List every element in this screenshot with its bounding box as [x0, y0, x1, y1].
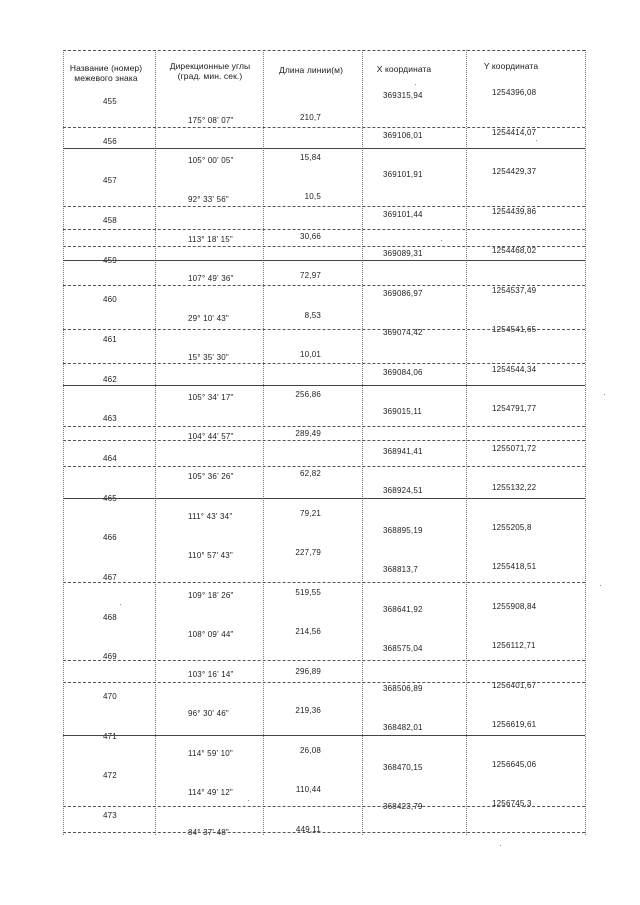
point-y: 1254468,02	[492, 246, 537, 255]
table-rule	[63, 329, 585, 330]
point-name: 462	[103, 375, 117, 384]
point-y: 1254541,65	[492, 325, 537, 334]
point-name: 458	[103, 216, 117, 225]
point-y: 1254439,86	[492, 207, 537, 216]
point-y: 1256619,61	[492, 720, 537, 729]
point-x: 369074,42	[383, 328, 423, 337]
segment-angle: 105° 36' 26"	[188, 472, 234, 481]
point-y: 1254414,07	[492, 128, 537, 137]
point-y: 1256112,71	[492, 641, 536, 650]
column-divider	[155, 50, 156, 835]
point-name: 465	[103, 494, 117, 503]
segment-angle: 111° 43' 34"	[188, 512, 233, 521]
segment-angle: 110° 57' 43"	[188, 551, 233, 560]
table-rule	[63, 498, 585, 499]
point-name: 456	[103, 137, 117, 146]
segment-length: 219,36	[295, 706, 321, 715]
point-x: 369084,06	[383, 368, 423, 377]
table-rule	[63, 148, 585, 149]
table-rule	[63, 426, 585, 427]
table-rule	[63, 582, 585, 583]
point-name: 461	[103, 335, 117, 344]
column-divider	[362, 50, 363, 835]
point-x: 368813,7	[383, 565, 418, 574]
point-y: 1255205,8	[492, 523, 532, 532]
segment-angle: 103° 16' 14"	[188, 670, 234, 679]
point-x: 368470,15	[383, 763, 423, 772]
point-y: 1256645,06	[492, 760, 537, 769]
table-rule	[63, 682, 585, 683]
point-name: 467	[103, 573, 117, 582]
point-name: 459	[103, 256, 117, 265]
segment-length: 449,11	[295, 825, 321, 834]
segment-angle: 29° 10' 43"	[188, 314, 229, 323]
point-y: 1254791,77	[492, 404, 537, 413]
segment-length: 227,79	[295, 548, 321, 557]
table-rule	[63, 206, 585, 207]
point-name: 472	[103, 771, 117, 780]
point-x: 368482,01	[383, 723, 423, 732]
segment-angle: 114° 49' 12"	[188, 788, 233, 797]
point-x: 369315,94	[383, 91, 423, 100]
point-y: 1256401,67	[492, 681, 537, 690]
table-rule	[63, 385, 585, 386]
segment-angle: 15° 35' 30"	[188, 353, 229, 362]
segment-angle: 92° 33' 56"	[188, 195, 229, 204]
scan-speck	[500, 845, 501, 846]
segment-length: 10,5	[304, 192, 321, 201]
point-name: 460	[103, 295, 117, 304]
point-x: 369101,44	[383, 210, 423, 219]
segment-angle: 96° 30' 46"	[188, 709, 229, 718]
segment-angle: 175° 08' 07"	[188, 116, 234, 125]
point-y: 1254429,37	[492, 167, 537, 176]
table-rule	[63, 285, 585, 286]
scan-speck	[536, 140, 537, 141]
point-name: 463	[103, 414, 117, 423]
point-x: 369086,97	[383, 289, 423, 298]
point-name: 457	[103, 176, 117, 185]
point-name: 473	[103, 811, 117, 820]
point-x: 369089,31	[383, 249, 423, 258]
segment-angle: 105° 34' 17"	[188, 393, 234, 402]
point-x: 368895,19	[383, 526, 423, 535]
segment-length: 110,44	[295, 785, 321, 794]
header-x: X координата	[376, 64, 432, 74]
column-divider	[585, 50, 586, 835]
segment-length: 10,01	[299, 350, 321, 359]
segment-angle: 84° 37' 48"	[188, 828, 229, 837]
segment-angle: 109° 18' 26"	[188, 591, 234, 600]
point-y: 1254396,08	[492, 88, 537, 97]
point-x: 369015,11	[383, 407, 423, 416]
header-y: Y координата	[483, 61, 539, 71]
table-rule	[63, 440, 585, 441]
segment-length: 296,89	[295, 667, 321, 676]
point-y: 1256745,3	[492, 799, 532, 808]
scan-speck	[415, 84, 416, 85]
segment-length: 256,86	[295, 390, 321, 399]
segment-length: 15,84	[299, 153, 321, 162]
point-x: 368423,79	[383, 802, 423, 811]
point-name: 455	[103, 97, 117, 106]
header-length: Длина линии(м)	[278, 65, 344, 75]
point-name: 471	[103, 732, 117, 741]
segment-length: 8,53	[304, 311, 321, 320]
scan-speck	[441, 240, 442, 241]
segment-length: 79,21	[299, 509, 321, 518]
point-x: 368506,89	[383, 684, 423, 693]
point-y: 1255418,51	[492, 562, 537, 571]
segment-length: 210,7	[299, 113, 321, 122]
segment-angle: 113° 18' 15"	[188, 235, 233, 244]
point-x: 369101,91	[383, 170, 423, 179]
segment-length: 214,56	[295, 627, 321, 636]
point-y: 1255132,22	[492, 483, 537, 492]
table-rule	[63, 246, 585, 247]
segment-length: 62,82	[299, 469, 321, 478]
table-rule	[63, 735, 585, 736]
table-rule	[63, 466, 585, 467]
table-rule	[63, 660, 585, 661]
table-rule	[63, 50, 585, 51]
segment-length: 289,49	[295, 429, 321, 438]
point-y: 1254537,49	[492, 286, 537, 295]
segment-angle: 107° 49' 36"	[188, 274, 234, 283]
point-x: 368941,41	[383, 447, 423, 456]
table-rule	[63, 363, 585, 364]
table-rule	[63, 806, 585, 807]
point-x: 369106,01	[383, 131, 423, 140]
table-rule	[63, 127, 585, 128]
point-x: 368641,92	[383, 605, 423, 614]
column-divider	[63, 50, 64, 835]
header-angle: Дирекционные углы (град. мин. сек.)	[169, 61, 251, 81]
segment-angle: 114° 59' 10"	[188, 749, 233, 758]
segment-length: 30,66	[299, 232, 321, 241]
scan-speck	[248, 800, 249, 801]
column-divider	[466, 50, 467, 835]
segment-angle: 108° 09' 44"	[188, 630, 234, 639]
segment-length: 519,55	[295, 588, 321, 597]
scan-speck	[604, 394, 605, 395]
scan-speck	[600, 585, 601, 586]
column-divider	[263, 50, 264, 835]
point-y: 1255908,84	[492, 602, 537, 611]
point-name: 466	[103, 533, 117, 542]
point-name: 470	[103, 692, 117, 701]
segment-angle: 104° 44' 57"	[188, 432, 234, 441]
segment-length: 26,08	[299, 746, 321, 755]
segment-angle: 105° 00' 05"	[188, 156, 234, 165]
table-rule	[63, 832, 585, 833]
segment-length: 72,97	[299, 271, 321, 280]
table-rule	[63, 229, 585, 230]
point-name: 468	[103, 613, 117, 622]
table-rule	[63, 260, 585, 261]
scan-speck	[120, 604, 121, 605]
point-x: 368575,04	[383, 644, 423, 653]
point-y: 1254544,34	[492, 365, 537, 374]
header-name: Название (номер) межевого знака	[69, 63, 143, 83]
point-x: 368924,51	[383, 486, 423, 495]
point-name: 469	[103, 652, 117, 661]
point-y: 1255071,72	[492, 444, 537, 453]
point-name: 464	[103, 454, 117, 463]
